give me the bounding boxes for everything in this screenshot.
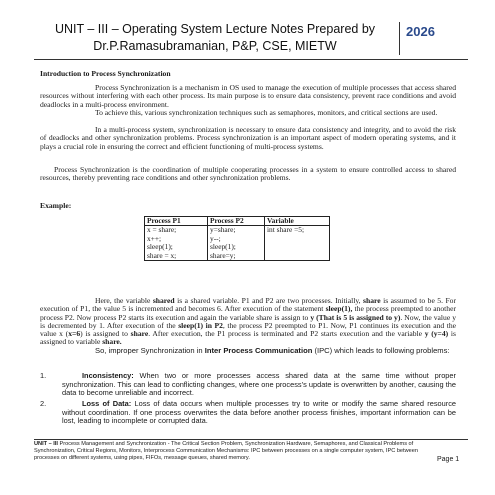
list-item-title: Inconsistency:	[82, 371, 134, 380]
table-cell-variable	[265, 226, 330, 261]
table-header-cell: Process P1	[145, 217, 208, 226]
paragraph-definition-text: Process Synchronization is the coordination of multiple cooperating processes in a system to ensure controlled access to shared resources, thereby preventing race conditions and other synchronization problems.	[40, 165, 456, 183]
table-header-cell: Variable	[265, 217, 330, 226]
text-run: is a shared variable. P1 and P2 are two processes. Initially,	[174, 296, 364, 305]
text-run: is assigned to variable	[40, 329, 456, 347]
table-cell-process-p1	[145, 226, 208, 261]
header-title	[34, 21, 396, 57]
text-run-bold: sleep(1),	[325, 304, 353, 314]
paragraph-multiprocess-text: In a multi-process system, synchronization is necessary to ensure data consistency and integrity, and to avoid the risk of deadlocks and other synchronization problems. Process synchronization is an important aspect of modern operating systems, and it plays a crucial role in ensuring the correct and efficient functioning of multi-process systems.	[40, 125, 456, 151]
code-line: sleep(1);	[210, 242, 236, 252]
code-line: int share =5;	[267, 225, 305, 235]
text-run: . After execution, the P1 process is terminated and P2 starts execution and the variable	[148, 329, 425, 339]
text-run: , the process P2 preempted to P1. Now, P1 continues its execution and the value x (	[40, 320, 456, 339]
code-line: sleep(1);	[147, 242, 173, 252]
footer-topics: Process Management and Synchronization - The Critical Section Problem, Synchronization Hardware, Semaphores, and Classical Problems of Synchronization, Critical Regions, Monitors, Interprocess Communication Mechanisms: IPC between processes on a single computer system, IPC between processes on different systems, using pipes, FIFOs, message queues, shared memory.	[34, 441, 418, 462]
example-table	[144, 216, 330, 261]
text-run: the process preempted to another process P2. Now process P2 starts its execution and again the variable share is assign to	[40, 304, 456, 322]
code-line: share = x;	[147, 250, 177, 260]
header-title-line2: Dr.P.Ramasubramanian, P&P, CSE, MIETW	[93, 39, 337, 53]
header-divider	[399, 22, 400, 55]
paragraph-intro	[40, 84, 456, 109]
text-run-bold: sleep(1) in P2	[178, 320, 223, 330]
list-item-title: Loss of Data:	[82, 399, 132, 408]
list-item-body	[62, 372, 456, 398]
code-line: share=y;	[210, 250, 236, 260]
text-run-bold: shared	[152, 296, 175, 305]
table-header-cell: Process P2	[208, 217, 265, 226]
text-run-bold: share.	[102, 337, 122, 347]
text-run: . Now, the value y is decremented by 1. After execution of the	[40, 312, 456, 330]
text-run-bold: share	[363, 296, 381, 305]
page-number: Page 1	[437, 456, 460, 463]
footer-rule	[34, 439, 468, 440]
text-run: (IPC) which leads to following problems:	[312, 346, 450, 355]
text-run: is assumed to be 5. For execution of P1, the value 5 is incremented and becomes 6. After execution of the statement	[40, 296, 457, 314]
paragraph-techniques	[40, 109, 456, 117]
code-line: x++;	[147, 233, 162, 243]
text-run-bold: Inter Process Communication	[204, 346, 313, 355]
code-line: y=share;	[210, 225, 236, 235]
page-header	[34, 21, 468, 57]
list-item-body	[62, 400, 456, 426]
header-rule	[34, 59, 468, 60]
text-run-bold: y (y=4)	[424, 329, 449, 339]
page-footer	[34, 441, 434, 463]
section-heading: Introduction to Process Synchronization	[40, 69, 171, 78]
paragraph-multiprocess	[40, 126, 456, 151]
text-run: So, improper Synchronization in	[95, 346, 205, 355]
paragraph-definition	[40, 166, 456, 183]
code-line: x = share;	[147, 225, 177, 235]
list-item-number: 2.	[40, 399, 47, 408]
text-run-bold: x=6	[68, 329, 81, 339]
text-run-bold: y (That is 5 is assigned to y)	[310, 312, 401, 322]
paragraph-techniques-text: To achieve this, various synchronization techniques such as semaphores, monitors, and critical sections are used.	[95, 108, 438, 117]
text-run-bold: share	[130, 329, 149, 339]
list-item-number: 1.	[40, 371, 47, 380]
example-label: Example:	[40, 201, 72, 210]
paragraph-intro-text: Process Synchronization is a mechanism in OS used to manage the execution of multiple processes that access shared resources without interfering with each other process. Its main purpose is to ensure data consistency, prevent race conditions and avoid deadlocks in a multi-process environment.	[40, 83, 456, 109]
text-run: ) is assigned to	[80, 329, 131, 339]
header-title-line1: UNIT – III – Operating System Lecture Notes Prepared by	[54, 22, 376, 36]
list-item-text: Loss of data occurs when multiple processes try to write or modify the same shared resource without coordination. If one process overwrites the data before another process finishes, important information can be lost, leading to incomplete or corrupted data.	[62, 399, 456, 426]
footer-unit-label: UNIT – III	[34, 441, 58, 447]
list-item-text: When two or more processes access shared data at the same time without proper synchronization. This can lead to conflicting changes, where one process’s update is overwritten by another, causing the data to become unreliable and incorrect.	[62, 371, 456, 398]
paragraph-problems-intro	[40, 347, 456, 356]
text-run: Here, the variable	[95, 296, 153, 305]
table-cell-process-p2	[208, 226, 265, 261]
table-row	[145, 226, 330, 261]
paragraph-explanation	[40, 297, 456, 347]
code-line: y--;	[210, 233, 221, 243]
header-year: 2026	[406, 24, 435, 39]
